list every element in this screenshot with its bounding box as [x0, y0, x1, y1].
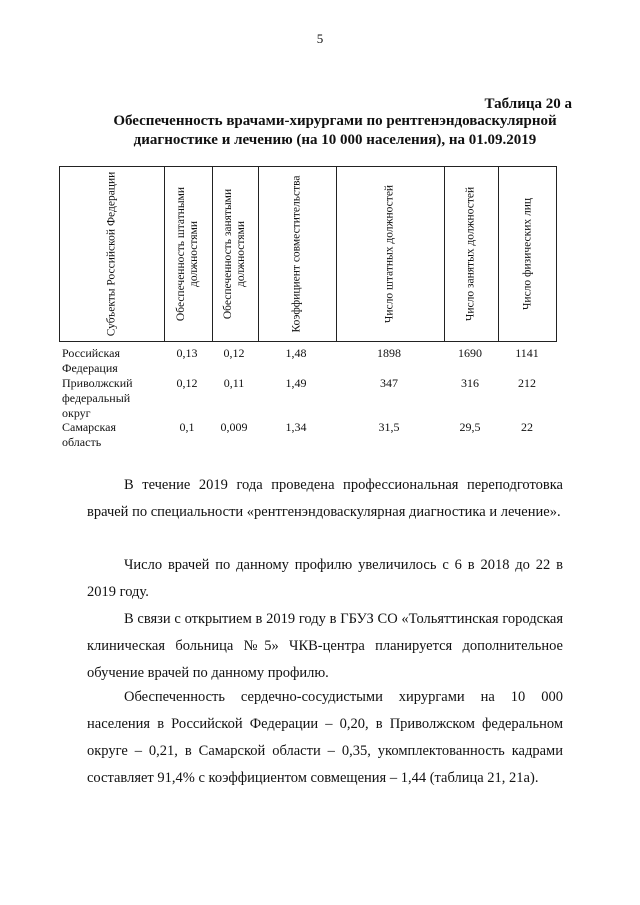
column-header-subject: Субъекты Российской Федерации [105, 171, 118, 337]
cell-staff-positions: 31,5 [378, 420, 400, 434]
cell-staff-provision: 0,12 [176, 376, 198, 390]
cell-staff-positions: 347 [380, 376, 398, 390]
row-subject-name: Приволжский федеральный округ [62, 376, 133, 420]
cell-occupied-positions: 29,5 [459, 420, 481, 434]
table-label: Таблица 20 а [484, 96, 572, 112]
row-subject-name: Самарская область [62, 420, 116, 449]
paragraph: В течение 2019 года проведена профессиональная переподготовка врачей по специальности «рентгенэндоваскулярная диагностика и лечение». [87, 477, 563, 520]
table-header [59, 166, 557, 342]
cell-occupied-positions: 316 [461, 376, 479, 390]
cell-individuals: 212 [518, 376, 536, 390]
column-header-staff-positions: Число штатных должностей [383, 184, 396, 324]
cell-staff-provision: 0,1 [179, 420, 195, 434]
cell-occupied-provision: 0,11 [223, 376, 245, 390]
column-header-staff-provision: Обеспеченность штатными должностями [175, 186, 200, 322]
table-title: Обеспеченность врачами-хирургами по рентгенэндоваскулярной диагностике и лечению (на 10 000 населения), на 01.09.2019 [113, 113, 557, 148]
paragraph: Число врачей по данному профилю увеличилось с 6 в 2018 до 22 в 2019 году. [87, 557, 563, 600]
cell-coefficient: 1,48 [285, 346, 307, 360]
cell-staff-positions: 1898 [377, 346, 401, 360]
cell-staff-provision: 0,13 [176, 346, 198, 360]
column-header-coefficient: Коэффициент совместительства [290, 175, 303, 333]
column-header-occupied-provision: Обеспеченность занятыми должностями [222, 188, 247, 320]
paragraph: В связи с открытием в 2019 году в ГБУЗ СО «Тольяттинская городская клиническая больница №5» ЧКВ-центра планируется дополнительное обучение врачей по данному профилю. [87, 611, 563, 681]
cell-occupied-provision: 0,009 [220, 420, 248, 434]
paragraph: Обеспеченность сердечно-сосудистыми хирургами на 10 000 населения в Российской Федерации – 0,20, в Приволжском федеральном округе – 0,21, в Самарской области – 0,35, укомплектованность кадрами составляет 91,4% с коэффициентом совмещения – 1,44 (таблица 21, 21а). [87, 689, 563, 786]
cell-coefficient: 1,49 [285, 376, 307, 390]
cell-individuals: 1141 [515, 346, 539, 360]
cell-coefficient: 1,34 [285, 420, 307, 434]
cell-occupied-positions: 1690 [458, 346, 482, 360]
cell-individuals: 22 [521, 420, 533, 434]
page-number: 5 [316, 31, 324, 46]
column-header-individuals: Число физических лиц [521, 197, 534, 311]
row-subject-name: Российская Федерация [62, 346, 120, 375]
column-header-occupied-positions: Число занятых должностей [464, 186, 477, 322]
cell-occupied-provision: 0,12 [223, 346, 245, 360]
